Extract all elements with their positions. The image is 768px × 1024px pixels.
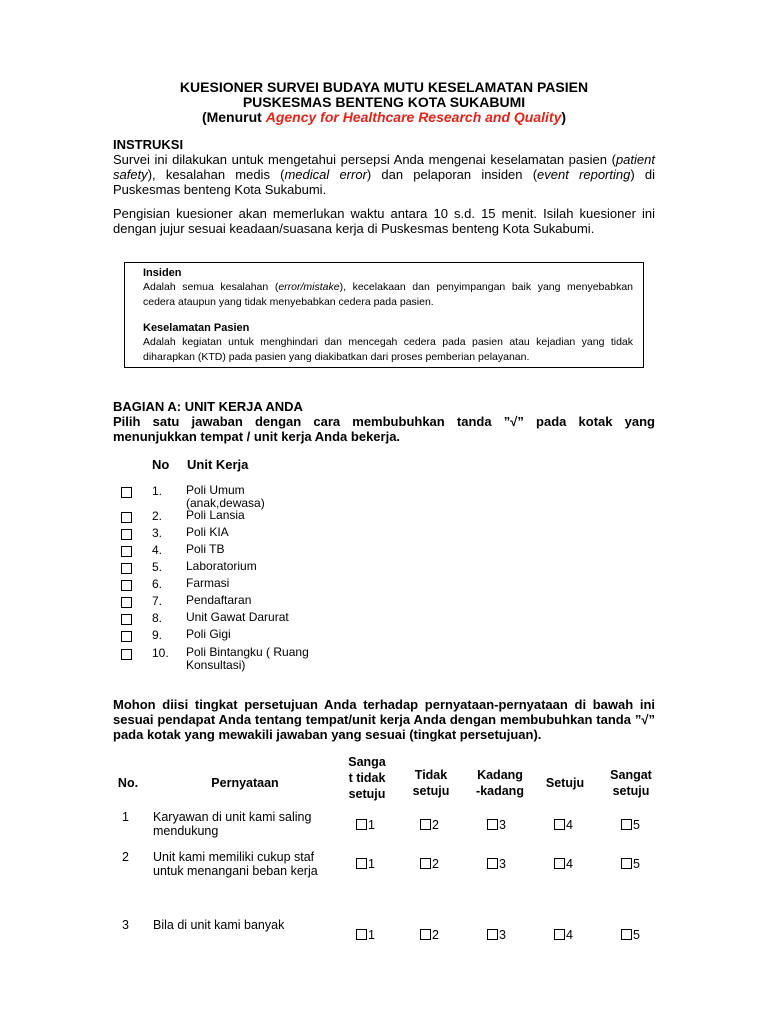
unit-col-no: No bbox=[152, 457, 170, 472]
rating-option-2[interactable] bbox=[420, 857, 439, 871]
unit-checkbox[interactable] bbox=[121, 649, 132, 660]
statement-number: 1 bbox=[122, 810, 129, 824]
rating-value: 1 bbox=[368, 928, 375, 942]
rating-value: 3 bbox=[499, 857, 506, 871]
unit-number: 7. bbox=[152, 594, 163, 608]
rating-option-2[interactable] bbox=[420, 928, 439, 942]
rating-value: 3 bbox=[499, 818, 506, 832]
rating-option-3[interactable] bbox=[487, 818, 506, 832]
rating-checkbox[interactable] bbox=[356, 858, 367, 869]
rating-option-4[interactable] bbox=[554, 818, 573, 832]
unit-label: Poli Gigi bbox=[186, 627, 231, 641]
unit-checkbox[interactable] bbox=[121, 529, 132, 540]
bagian-a-heading: BAGIAN A: UNIT KERJA ANDA bbox=[113, 399, 303, 414]
unit-col-unit: Unit Kerja bbox=[187, 457, 249, 472]
header-line: Setuju bbox=[545, 776, 585, 790]
unit-label: Poli Bintangku ( Ruang Konsultasi) bbox=[186, 645, 309, 672]
rating-value: 4 bbox=[566, 857, 573, 871]
rating-value: 2 bbox=[432, 857, 439, 871]
instruksi-text: ) dan pelaporan insiden ( bbox=[366, 167, 538, 182]
unit-number: 10. bbox=[152, 646, 169, 660]
statement-text: Bila di unit kami banyak bbox=[153, 918, 285, 932]
unit-row bbox=[0, 611, 768, 629]
rating-checkbox[interactable] bbox=[356, 819, 367, 830]
rating-option-5[interactable] bbox=[621, 928, 640, 942]
insiden-term: error/mistake bbox=[278, 281, 340, 293]
keselamatan-definition: Adalah kegiatan untuk menghindari dan mencegah cedera pada pasien atau kejadian yang tidak diharapkan (KTD) pada pasien yang diakibatkan dari proses pemberian pelayanan. bbox=[143, 336, 633, 363]
unit-row bbox=[0, 483, 768, 510]
rating-option-1[interactable] bbox=[356, 818, 375, 832]
instruksi-heading: INSTRUKSI bbox=[113, 137, 184, 152]
insiden-text: ), kecelakaan dan penyimpangan baik yang menyebabkan cedera ataupun yang tidak menyebabkan cedera pada pasien. bbox=[143, 281, 633, 308]
title-line-3-prefix: (Menurut bbox=[201, 109, 266, 125]
col-header-no: No. bbox=[117, 776, 139, 790]
rating-value: 5 bbox=[633, 818, 640, 832]
unit-number: 2. bbox=[152, 509, 163, 523]
unit-checkbox[interactable] bbox=[121, 631, 132, 642]
title-line-2: PUSKESMAS BENTENG KOTA SUKABUMI bbox=[242, 94, 526, 110]
rating-option-5[interactable] bbox=[621, 857, 640, 871]
col-header-setuju bbox=[535, 775, 595, 791]
unit-row bbox=[0, 628, 768, 646]
rating-checkbox[interactable] bbox=[621, 819, 632, 830]
unit-number: 5. bbox=[152, 560, 163, 574]
col-header-pernyataan: Pernyataan bbox=[211, 776, 279, 790]
rating-checkbox[interactable] bbox=[356, 929, 367, 940]
rating-option-1[interactable] bbox=[356, 857, 375, 871]
unit-checkbox[interactable] bbox=[121, 512, 132, 523]
definitions-box bbox=[124, 262, 644, 368]
insiden-definition bbox=[143, 280, 633, 310]
title-line-3 bbox=[0, 109, 768, 126]
rating-checkbox[interactable] bbox=[554, 929, 565, 940]
col-header-sangat-tidak-setuju bbox=[337, 754, 397, 802]
header-line: -kadang bbox=[476, 784, 524, 798]
instruksi-paragraph-2: Pengisian kuesioner akan memerlukan waktu antara 10 s.d. 15 menit. Isilah kuesioner ini dengan jujur sesuai keadaan/suasana kerja di Puskesmas benteng Kota Sukabumi. bbox=[113, 206, 655, 236]
statement-number: 2 bbox=[122, 850, 129, 864]
header-line: setuju bbox=[412, 784, 450, 798]
col-header-sangat-setuju bbox=[600, 767, 662, 799]
col-header-kadang-kadang bbox=[465, 767, 535, 799]
header-line: t tidak bbox=[348, 771, 386, 785]
unit-number: 6. bbox=[152, 577, 163, 591]
rating-checkbox[interactable] bbox=[554, 858, 565, 869]
rating-option-5[interactable] bbox=[621, 818, 640, 832]
header-line: setuju bbox=[612, 784, 650, 798]
unit-label: Unit Gawat Darurat bbox=[186, 610, 289, 624]
title-line-3-suffix: ) bbox=[561, 109, 567, 125]
rating-checkbox[interactable] bbox=[487, 858, 498, 869]
instruksi-term: event reporting bbox=[537, 167, 631, 182]
unit-checkbox[interactable] bbox=[121, 487, 132, 498]
rating-value: 2 bbox=[432, 818, 439, 832]
unit-row bbox=[0, 577, 768, 595]
unit-label: Farmasi bbox=[186, 576, 230, 590]
title-line-1: KUESIONER SURVEI BUDAYA MUTU KESELAMATAN PASIEN bbox=[179, 79, 589, 95]
rating-value: 4 bbox=[566, 818, 573, 832]
unit-number: 4. bbox=[152, 543, 163, 557]
rating-checkbox[interactable] bbox=[420, 929, 431, 940]
rating-checkbox[interactable] bbox=[420, 819, 431, 830]
rating-option-3[interactable] bbox=[487, 928, 506, 942]
keselamatan-heading: Keselamatan Pasien bbox=[143, 322, 250, 334]
instruksi-text: Survei ini dilakukan untuk mengetahui persepsi Anda mengenai keselamatan pasien ( bbox=[113, 152, 616, 167]
rating-checkbox[interactable] bbox=[487, 929, 498, 940]
rating-value: 1 bbox=[368, 857, 375, 871]
statement-text: Unit kami memiliki cukup staf untuk menangani beban kerja bbox=[153, 850, 318, 878]
unit-label: Pendaftaran bbox=[186, 593, 252, 607]
unit-checkbox[interactable] bbox=[121, 580, 132, 591]
instruksi-paragraph-1 bbox=[113, 152, 655, 197]
unit-row bbox=[0, 645, 768, 672]
rating-checkbox[interactable] bbox=[621, 929, 632, 940]
rating-checkbox[interactable] bbox=[420, 858, 431, 869]
rating-value: 5 bbox=[633, 857, 640, 871]
header-line: Sangat bbox=[610, 768, 652, 782]
unit-number: 3. bbox=[152, 526, 163, 540]
unit-number: 1. bbox=[152, 484, 163, 498]
rating-option-3[interactable] bbox=[487, 857, 506, 871]
instruksi-text: ) di Puskesmas benteng Kota Sukabumi. bbox=[113, 167, 655, 197]
title-agency-name: Agency for Healthcare Research and Quality bbox=[265, 109, 562, 125]
unit-checkbox[interactable] bbox=[121, 563, 132, 574]
instruksi-text: ), kesalahan medis ( bbox=[147, 167, 285, 182]
rating-checkbox[interactable] bbox=[554, 819, 565, 830]
unit-row bbox=[0, 560, 768, 578]
survey-instruction: Mohon diisi tingkat persetujuan Anda terhadap pernyataan-pernyataan di bawah ini sesuai pendapat Anda tentang tempat/unit kerja Anda dengan membubuhkan tanda ”√” pada kotak yang mewakili jawaban yang sesuai (tingkat persetujuan). bbox=[113, 697, 655, 742]
unit-number: 8. bbox=[152, 611, 163, 625]
statement-number: 3 bbox=[122, 918, 129, 932]
rating-option-4[interactable] bbox=[554, 857, 573, 871]
header-line: Sanga bbox=[348, 755, 386, 769]
header-line: setuju bbox=[348, 787, 386, 801]
unit-number: 9. bbox=[152, 628, 163, 642]
statement-text: Karyawan di unit kami saling mendukung bbox=[153, 810, 312, 838]
unit-checkbox[interactable] bbox=[121, 614, 132, 625]
rating-value: 2 bbox=[432, 928, 439, 942]
rating-checkbox[interactable] bbox=[487, 819, 498, 830]
unit-checkbox[interactable] bbox=[121, 597, 132, 608]
unit-label: Poli KIA bbox=[186, 525, 229, 539]
bagian-a-instruction: Pilih satu jawaban dengan cara membubuhkan tanda ”√” pada kotak yang menunjukkan tempat / unit kerja Anda bekerja. bbox=[113, 414, 655, 444]
unit-row bbox=[0, 543, 768, 561]
col-header-tidak-setuju bbox=[401, 767, 461, 799]
unit-row bbox=[0, 509, 768, 527]
rating-value: 5 bbox=[633, 928, 640, 942]
rating-value: 1 bbox=[368, 818, 375, 832]
unit-row bbox=[0, 594, 768, 612]
insiden-text: Adalah semua kesalahan ( bbox=[143, 281, 279, 293]
unit-label: Poli Lansia bbox=[186, 508, 245, 522]
rating-checkbox[interactable] bbox=[621, 858, 632, 869]
rating-option-1[interactable] bbox=[356, 928, 375, 942]
unit-label: Laboratorium bbox=[186, 559, 257, 573]
unit-label: Poli TB bbox=[186, 542, 225, 556]
rating-value: 4 bbox=[566, 928, 573, 942]
rating-option-4[interactable] bbox=[554, 928, 573, 942]
header-line: Tidak bbox=[414, 768, 448, 782]
unit-row bbox=[0, 526, 768, 544]
unit-checkbox[interactable] bbox=[121, 546, 132, 557]
insiden-heading: Insiden bbox=[143, 267, 182, 279]
instruksi-term: medical error bbox=[284, 167, 367, 182]
instruksi-term: patient safety bbox=[113, 152, 655, 182]
rating-option-2[interactable] bbox=[420, 818, 439, 832]
header-line: Kadang bbox=[477, 768, 523, 782]
rating-value: 3 bbox=[499, 928, 506, 942]
unit-label: Poli Umum (anak,dewasa) bbox=[186, 483, 265, 510]
